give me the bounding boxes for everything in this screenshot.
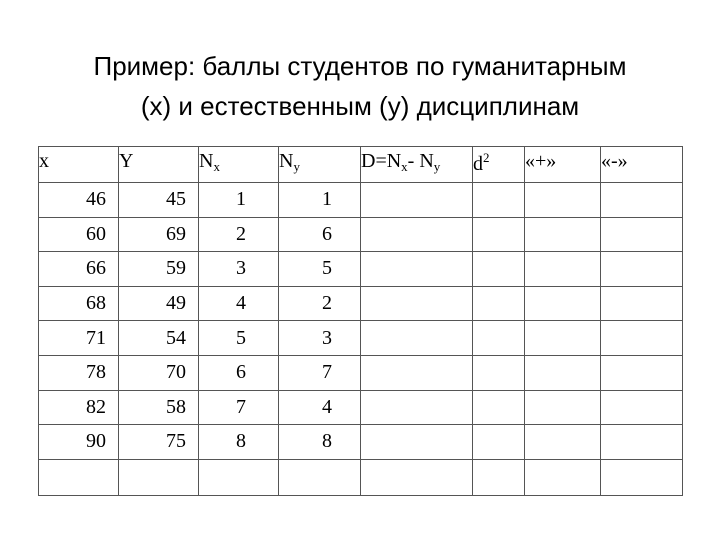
cell-y: 59 [119,252,199,287]
cell-d [361,183,473,218]
cell-d [361,252,473,287]
cell-ny: 8 [279,425,361,460]
cell-ny: 6 [279,217,361,252]
cell-ny: 7 [279,355,361,390]
header-x: x [39,147,119,183]
cell-minus [601,321,683,356]
cell-x: 82 [39,390,119,425]
header-ny: $N_y$ [279,147,361,183]
cell-x: 90 [39,425,119,460]
cell-nx: 7 [199,390,279,425]
header-plus: «+» [525,147,601,183]
table-header-row [39,147,683,183]
cell-d [361,390,473,425]
cell-d [361,321,473,356]
cell-minus [601,390,683,425]
cell-nx: 3 [199,252,279,287]
cell-ny: 5 [279,252,361,287]
cell-nx: 2 [199,217,279,252]
cell-ny: 4 [279,390,361,425]
cell-d [361,286,473,321]
slide-title [0,46,720,126]
cell-plus [525,390,601,425]
table-row [39,425,683,460]
cell-ny: 3 [279,321,361,356]
cell-x: 68 [39,286,119,321]
cell-d [361,355,473,390]
empty-cell [279,459,361,495]
empty-cell [119,459,199,495]
header-d-squared: $d^2$ [473,147,525,183]
cell-d-squared [473,217,525,252]
cell-nx: 1 [199,183,279,218]
empty-cell [39,459,119,495]
empty-cell [199,459,279,495]
header-y: Y [119,147,199,183]
cell-x: 71 [39,321,119,356]
cell-y: 70 [119,355,199,390]
table-row [39,355,683,390]
cell-y: 45 [119,183,199,218]
table-row [39,183,683,218]
cell-minus [601,183,683,218]
empty-cell [473,459,525,495]
empty-cell [525,459,601,495]
cell-y: 49 [119,286,199,321]
cell-d-squared [473,252,525,287]
table-row [39,286,683,321]
cell-d-squared [473,321,525,356]
cell-y: 58 [119,390,199,425]
cell-x: 78 [39,355,119,390]
cell-y: 54 [119,321,199,356]
cell-plus [525,252,601,287]
cell-d-squared [473,286,525,321]
cell-plus [525,183,601,218]
table-row [39,321,683,356]
cell-ny: 1 [279,183,361,218]
cell-y: 75 [119,425,199,460]
slide-title-line-2: (х) и естественным (у) дисциплинам [140,91,580,121]
cell-plus [525,217,601,252]
cell-nx: 4 [199,286,279,321]
cell-minus [601,286,683,321]
cell-nx: 8 [199,425,279,460]
cell-d-squared [473,355,525,390]
cell-x: 60 [39,217,119,252]
cell-minus [601,217,683,252]
cell-minus [601,425,683,460]
cell-plus [525,321,601,356]
cell-plus [525,425,601,460]
cell-x: 46 [39,183,119,218]
table-row-empty [39,459,683,495]
cell-nx: 6 [199,355,279,390]
header-minus: «-» [601,147,683,183]
cell-plus [525,355,601,390]
table-row [39,217,683,252]
cell-ny: 2 [279,286,361,321]
cell-minus [601,252,683,287]
table-row [39,252,683,287]
empty-cell [601,459,683,495]
cell-d [361,425,473,460]
cell-x: 66 [39,252,119,287]
slide-title-line-1: Пример: баллы студентов по гуманитарным [93,51,627,81]
cell-y: 69 [119,217,199,252]
cell-d [361,217,473,252]
table-row [39,390,683,425]
header-nx: $N_x$ [199,147,279,183]
cell-nx: 5 [199,321,279,356]
cell-plus [525,286,601,321]
cell-d-squared [473,390,525,425]
empty-cell [361,459,473,495]
scores-table [38,146,683,496]
cell-d-squared [473,425,525,460]
header-d: $D=N_x-$ $N_y$ [361,147,473,183]
cell-minus [601,355,683,390]
cell-d-squared [473,183,525,218]
